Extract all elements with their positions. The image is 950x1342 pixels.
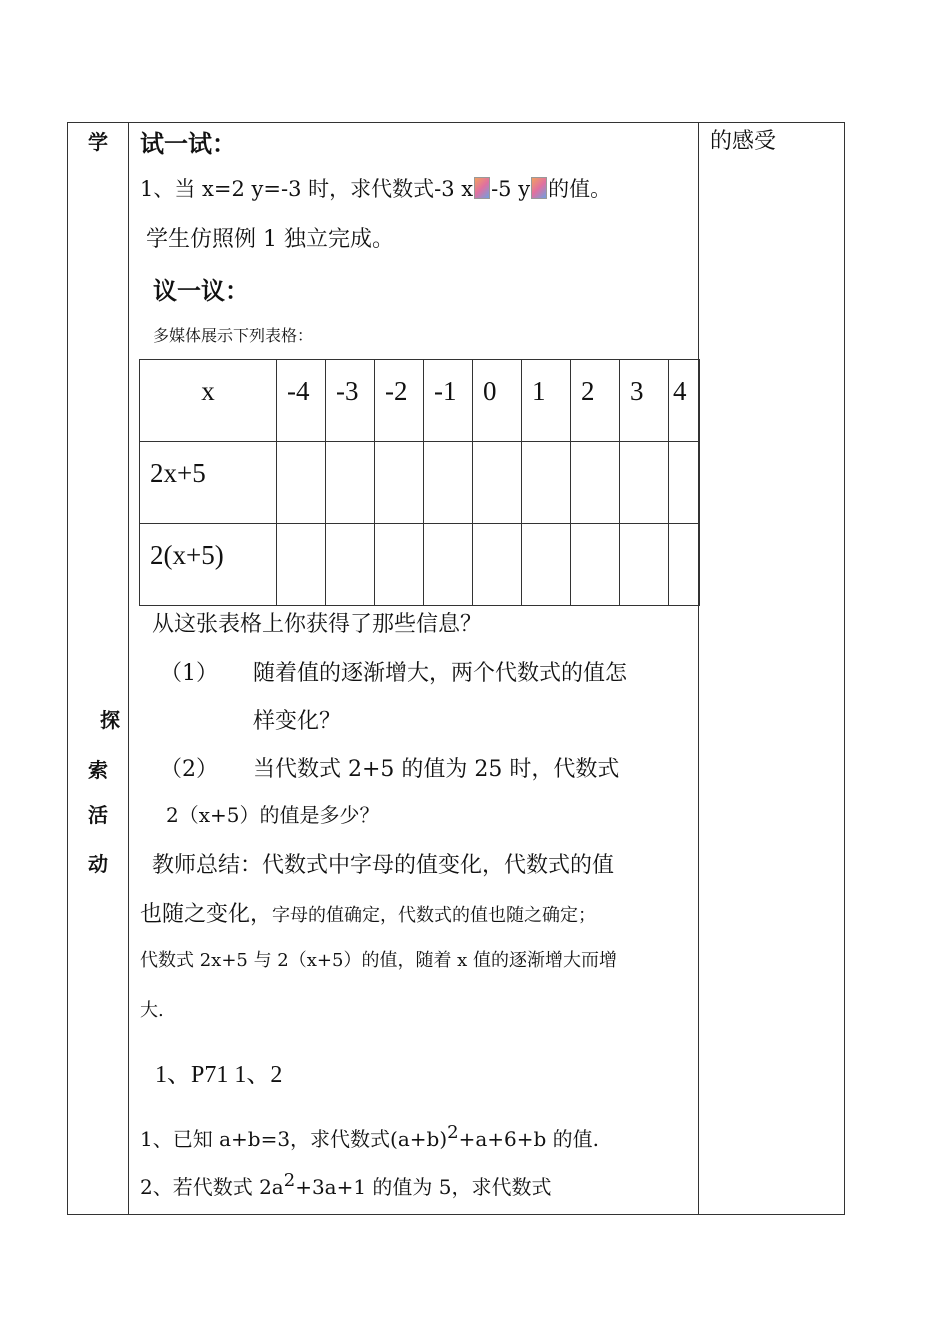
- x-value-cell: 3: [620, 360, 669, 442]
- exercise-1-prefix: 1、已知 a+b=3，求代数式(a+b): [140, 1127, 448, 1151]
- table-cell: [669, 524, 700, 606]
- table-cell: [326, 442, 375, 524]
- discuss-heading: 议一议：: [153, 277, 249, 305]
- header-x-label: x: [140, 360, 277, 442]
- summary-line-1: 教师总结：代数式中字母的值变化，代数式的值: [152, 853, 615, 878]
- exercise-1: [140, 1122, 599, 1152]
- table-row: [140, 524, 700, 606]
- x-value-cell: -2: [375, 360, 424, 442]
- student-note: 学生仿照例 1 独立完成。: [146, 227, 394, 252]
- table-cell: [620, 524, 669, 606]
- x-value-cell: -1: [424, 360, 473, 442]
- sub-question-2-label: （2）: [160, 757, 218, 782]
- table-cell: [277, 524, 326, 606]
- x-value-cell: 4: [669, 360, 700, 442]
- question-1-prefix: 1、当 x=2 y=-3 时，求代数式-3 x: [140, 177, 474, 201]
- question-1-mid: -5 y: [491, 177, 531, 201]
- exercise-2-exponent: 2: [283, 1170, 296, 1191]
- table-cell: [571, 524, 620, 606]
- exercise-2: [140, 1170, 552, 1200]
- exercise-1-exponent: 2: [447, 1122, 459, 1143]
- x-value-cell: -3: [326, 360, 375, 442]
- table-cell: [571, 442, 620, 524]
- summary-line-3: 代数式 2x+5 与 2（x+5）的值，随着 x 值的逐渐增大而增: [140, 950, 618, 971]
- x-value-cell: -4: [277, 360, 326, 442]
- exercise-reference: 1、P71 1、2: [155, 1062, 283, 1088]
- question-1-suffix: 的值。: [548, 177, 612, 201]
- section-char-3: 活: [88, 803, 108, 827]
- table-cell: [326, 524, 375, 606]
- table-cell: [522, 524, 571, 606]
- section-char-1: 探: [100, 708, 120, 732]
- info-question: 从这张表格上你获得了那些信息？: [152, 612, 483, 637]
- exercise-1-suffix: +a+6+b 的值.: [458, 1127, 600, 1151]
- sub-question-1-line-1: 随着值的逐渐增大，两个代数式的值怎: [253, 661, 628, 686]
- sub-question-1-label: （1）: [160, 661, 218, 686]
- broken-image-icon: [531, 177, 547, 199]
- summary-line-2a: 也随之变化，: [140, 902, 273, 927]
- sub-question-2-line-1: 当代数式 2+5 的值为 25 时，代数式: [253, 757, 620, 782]
- sub-question-1-line-2: 样变化？: [253, 709, 342, 734]
- column-divider-right: [698, 122, 699, 1215]
- multimedia-note: 多媒体展示下列表格：: [153, 326, 314, 345]
- table-cell: [375, 442, 424, 524]
- column-divider-left: [128, 122, 129, 1215]
- table-cell: [473, 442, 522, 524]
- x-value-cell: 0: [473, 360, 522, 442]
- row-expression-label: 2(x+5): [140, 524, 277, 606]
- left-column-top-char: 学: [88, 130, 108, 154]
- table-row: [140, 442, 700, 524]
- broken-image-icon: [474, 177, 490, 199]
- table-cell: [375, 524, 424, 606]
- table-cell: [669, 442, 700, 524]
- x-value-cell: 1: [522, 360, 571, 442]
- section-char-2: 索: [88, 758, 108, 782]
- x-value-cell: 2: [571, 360, 620, 442]
- table-header-row: [140, 360, 700, 442]
- try-heading: 试一试：: [140, 130, 236, 158]
- value-table: [139, 359, 700, 606]
- table-cell: [522, 442, 571, 524]
- table-cell: [424, 524, 473, 606]
- sub-question-2-line-2: 2（x+5）的值是多少？: [166, 803, 380, 827]
- exercise-2-prefix: 2、若代数式 2a: [140, 1175, 284, 1199]
- right-column-text: 的感受: [710, 129, 777, 154]
- question-1: [140, 173, 611, 203]
- table-cell: [473, 524, 522, 606]
- summary-line-2: [140, 897, 596, 928]
- summary-line-2b: 字母的值确定，代数式的值也随之确定；: [272, 905, 597, 926]
- summary-line-4: 大.: [140, 1000, 164, 1021]
- section-char-4: 动: [88, 852, 108, 876]
- table-cell: [620, 442, 669, 524]
- row-expression-label: 2x+5: [140, 442, 277, 524]
- table-cell: [424, 442, 473, 524]
- table-cell: [277, 442, 326, 524]
- exercise-2-suffix: +3a+1 的值为 5，求代数式: [295, 1175, 552, 1199]
